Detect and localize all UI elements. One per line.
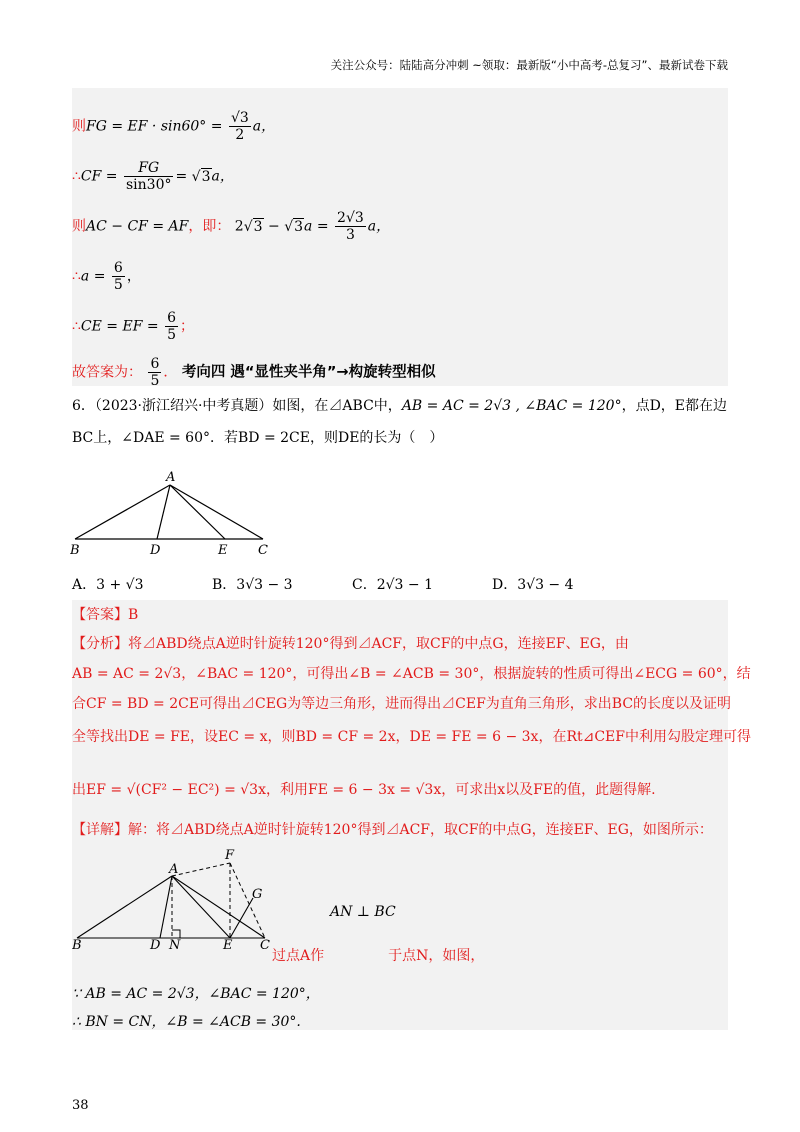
solution-line-5: ∴CE = EF = $\frac{6}{5}$ ； [72,310,194,343]
point-label-b: B [72,938,82,950]
point-label-d: D [150,543,161,558]
fraction: $\frac{√3}{2}$ [230,110,249,143]
fraction: $\frac{FG}{\sin 30^\circ}$ [125,160,172,193]
fraction: $\frac{6}{5}$ [167,310,176,343]
point-label-a: A [169,862,179,877]
point-label-e: E [218,543,228,558]
previous-solution-block [72,88,728,389]
analysis-line-2: AB = AC = 2√3，∠BAC = 120°，可得出∠B = ∠ACB = 30°，根据旋转的性质可得出∠ECG = 60°，结 [72,666,751,682]
fraction: $\frac{2√3}{3}$ [337,210,364,243]
analysis-line-4: 全等找出DE = FE，设EC = x，则BD = CF = 2x，DE = FE = 6 − 3x，在Rt⊿CEF中利用勾股定理可得 [72,729,751,745]
solution-line-3: 则AC − CF = AF，即： 2√3 − √3a = $\frac{2√3}{3}$ a， [72,210,391,243]
detail-line-2: ∵ AB = AC = 2√3，∠BAC = 120°， [72,986,320,1002]
option-c[interactable]: C．2√3 − 1 [352,577,433,593]
point-label-d: D [150,938,161,950]
point-label-a: A [166,470,176,485]
option-b[interactable]: B．3√3 − 3 [212,577,293,593]
point-label-b: B [70,543,80,558]
point-label-g: G [252,887,263,902]
option-d[interactable]: D．3√3 − 4 [492,577,574,593]
point-label-e: E [223,938,233,950]
page-number: 38 [72,1098,89,1113]
analysis-line-1: 【分析】将⊿ABD绕点A逆时针旋转120°得到⊿ACF，取CF的中点G，连接EF、EG，由 [72,636,629,652]
point-label-f: F [225,848,235,863]
detail-line-1: 【详解】解：将⊿ABD绕点A逆时针旋转120°得到⊿ACF，取CF的中点G，连接EF、EG，如图所示： [72,822,713,838]
rotation-figure-2 [72,846,277,950]
fraction: $\frac{6}{5}$ [113,260,123,293]
fraction: $\frac{6}{5}$ [150,356,160,389]
point-label-c: C [260,938,270,950]
triangle-figure-1 [70,468,275,558]
solution-line-4: ∴a = $\frac{6}{5}$ ， [72,260,141,293]
question-line-2: BC上，∠DAE = 60°．若BD = 2CE，则DE的长为（ ） [72,430,444,446]
analysis-line-3: 合CF = BD = 2CE可得出⊿CEG为等边三角形，进而得出⊿CEF为直角三角形，求出BC的长度以及证明 [72,696,732,712]
square-root: √3 [191,168,211,185]
point-label-c: C [258,543,268,558]
solution-line-2: ∴CF = $\frac{FG}{\sin 30^\circ}$ = √3a， [72,160,234,193]
answer-analysis-block [72,600,751,1030]
question-line-1: 6．（2023·浙江绍兴·中考真题）如图，在⊿ABC中，AB = AC = 2√3 , ∠BAC = 120°，点D，E都在边 [72,398,728,414]
option-a[interactable]: A．3 + √3 [72,577,144,593]
answer-line: 故答案为： $\frac{6}{5}$ ． 考向四 遇“显性夹半角”→构旋转型相似 [72,356,436,389]
page-header: 关注公众号：陆陆高分冲刺 ~领取：最新版“小中高考-总复习”、最新试卷下载 [330,58,728,72]
solution-line-1: 则FG = EF · sin60° = $\frac{√3}{2}$ a， [72,110,276,143]
detail-line-construct: 过点A作 于点N，如图， [272,948,485,964]
section-heading: 考向四 遇“显性夹半角”→构旋转型相似 [181,364,436,381]
detail-line-3: ∴ BN = CN，∠B = ∠ACB = 30°. [72,1014,301,1030]
answer-label: 【答案】B [72,607,139,623]
point-label-n: N [169,938,181,950]
perpendicular-label: AN ⊥ BC [330,904,396,920]
analysis-line-5: 出EF = √(CF² − EC²) = √3x，利用FE = 6 − 3x = √3x，可求出x以及FE的值，此题得解. [72,782,656,798]
